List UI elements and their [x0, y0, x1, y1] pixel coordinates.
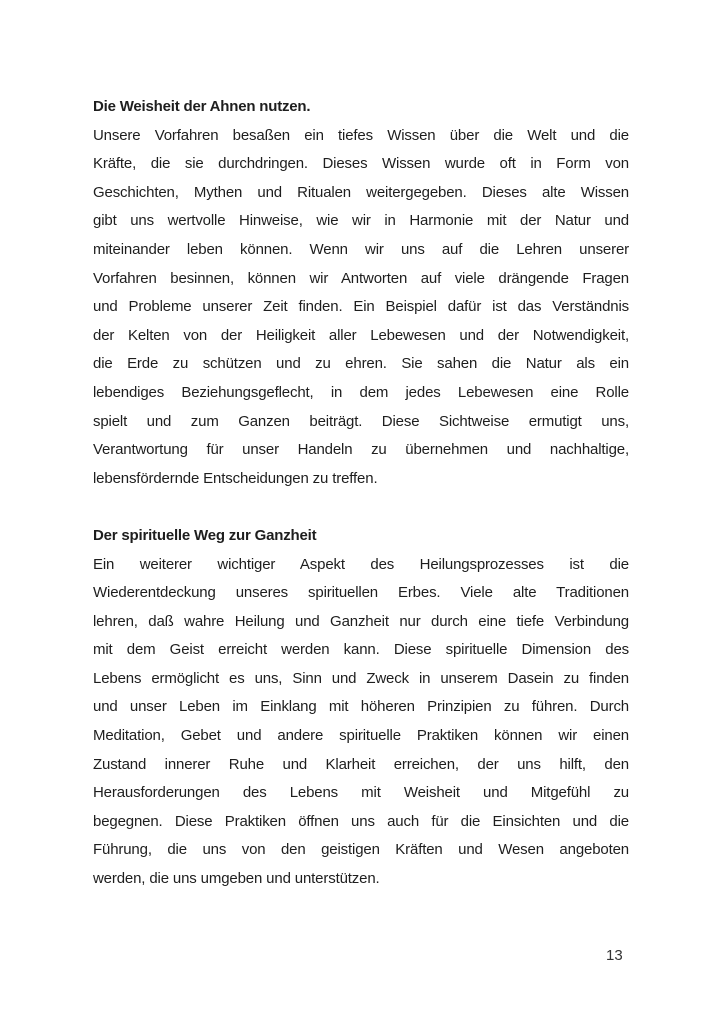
text-line: Führung, die uns von den geistigen Kräften und Wesen angeboten: [93, 841, 629, 859]
text-line: miteinander leben können. Wenn wir uns auf die Lehren unserer: [93, 240, 629, 258]
text-line: gibt uns wertvolle Hinweise, wie wir in Harmonie mit der Natur und: [93, 212, 629, 230]
text-line: lebensfördernde Entscheidungen zu treffen.: [93, 469, 378, 487]
text-line: Zustand innerer Ruhe und Klarheit erreichen, der uns hilft, den: [93, 755, 629, 773]
text-line: Lebens ermöglicht es uns, Sinn und Zweck in unserem Dasein zu finden: [93, 669, 629, 687]
text-line: begegnen. Diese Praktiken öffnen uns auch für die Einsichten und die: [93, 812, 629, 830]
section-heading-spiritueller-weg: Der spirituelle Weg zur Ganzheit: [93, 526, 317, 544]
paragraph-spiritueller-weg: [93, 551, 629, 894]
text-line: Kräfte, die sie durchdringen. Dieses Wissen wurde oft in Form von: [93, 155, 629, 173]
text-line: lebendiges Beziehungsgeflecht, in dem jedes Lebewesen eine Rolle: [93, 383, 629, 401]
text-line: werden, die uns umgeben und unterstützen.: [93, 870, 380, 888]
text-line: und Probleme unserer Zeit finden. Ein Beispiel dafür ist das Verständnis: [93, 298, 629, 316]
text-line: Wiederentdeckung unseres spirituellen Erbes. Viele alte Traditionen: [93, 584, 629, 602]
text-line: Herausforderungen des Lebens mit Weisheit und Mitgefühl zu: [93, 784, 629, 802]
page-content: [93, 93, 629, 894]
text-line: und unser Leben im Einklang mit höheren Prinzipien zu führen. Durch: [93, 698, 629, 716]
section-heading-ahnen: Die Weisheit der Ahnen nutzen.: [93, 98, 311, 115]
text-line: Vorfahren besinnen, können wir Antworten auf viele drängende Fragen: [93, 269, 629, 287]
text-line: Ein weiterer wichtiger Aspekt des Heilungsprozesses ist die: [93, 555, 629, 573]
text-line: die Erde zu schützen und zu ehren. Sie sahen die Natur als ein: [93, 355, 629, 373]
section-gap: [93, 493, 629, 522]
text-line: Unsere Vorfahren besaßen ein tiefes Wissen über die Welt und die: [93, 126, 629, 144]
text-line: lehren, daß wahre Heilung und Ganzheit nur durch eine tiefe Verbindung: [93, 612, 629, 630]
text-line: Meditation, Gebet und andere spirituelle Praktiken können wir einen: [93, 727, 629, 745]
paragraph-ahnen: [93, 122, 629, 494]
text-line: Verantwortung für unser Handeln zu übernehmen und nachhaltige,: [93, 441, 629, 459]
text-line: mit dem Geist erreicht werden kann. Diese spirituelle Dimension des: [93, 641, 629, 659]
page-number: 13: [606, 947, 623, 964]
text-line: Geschichten, Mythen und Ritualen weitergegeben. Dieses alte Wissen: [93, 183, 629, 201]
text-line: der Kelten von der Heiligkeit aller Lebewesen und der Notwendigkeit,: [93, 326, 629, 344]
text-line: spielt und zum Ganzen beiträgt. Diese Sichtweise ermutigt uns,: [93, 412, 629, 430]
